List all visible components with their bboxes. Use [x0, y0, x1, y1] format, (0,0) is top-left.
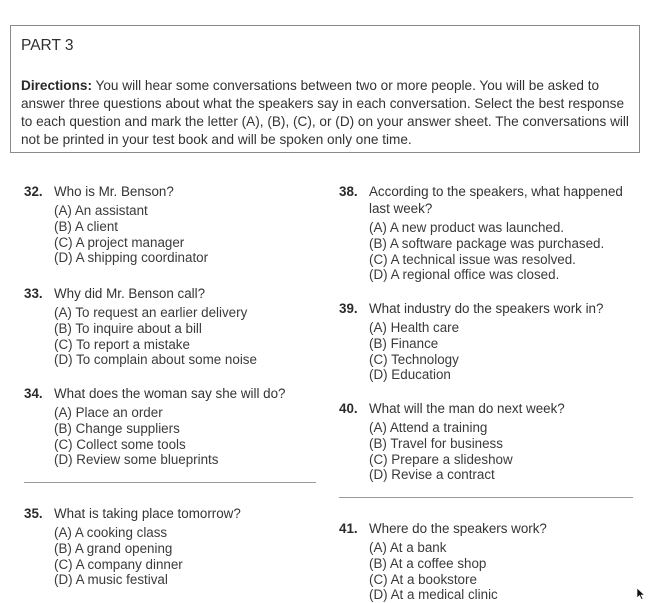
option-c: (C) A technical issue was resolved. — [369, 251, 576, 267]
question-number: 38. — [339, 184, 358, 199]
option-c: (C) Technology — [369, 351, 459, 367]
option-b: (B) To inquire about a bill — [54, 320, 202, 336]
option-d: (D) Review some blueprints — [54, 452, 219, 468]
question-text: According to the speakers, what happened last week? — [369, 184, 623, 216]
option-d: (D) A shipping coordinator — [54, 250, 209, 266]
option-d: (D) A regional office was closed. — [369, 267, 560, 283]
mouse-pointer-icon — [636, 588, 646, 600]
question-35 — [24, 505, 324, 588]
option-a: (A) An assistant — [54, 203, 148, 218]
question-text: What does the woman say she will do? — [54, 386, 286, 401]
question-text: Why did Mr. Benson call? — [54, 286, 206, 301]
option-b: (B) A software package was purchased. — [369, 235, 605, 251]
option-a: (A) Place an order — [54, 405, 163, 420]
option-b: (B) A client — [54, 218, 119, 234]
option-c: (C) A project manager — [54, 234, 185, 250]
question-text: What is taking place tomorrow? — [54, 506, 241, 521]
option-d: (D) Education — [369, 367, 451, 383]
question-33 — [24, 285, 324, 368]
question-number: 41. — [339, 521, 358, 536]
question-text: What will the man do next week? — [369, 401, 565, 416]
directions-box — [10, 25, 640, 153]
question-number: 34. — [24, 386, 43, 401]
option-c: (C) A company dinner — [54, 556, 183, 572]
option-b: (B) Finance — [369, 335, 439, 351]
question-38 — [339, 183, 629, 283]
question-32 — [24, 183, 324, 266]
option-d: (D) At a medical clinic — [369, 587, 498, 603]
question-text: What industry do the speakers work in? — [369, 301, 604, 316]
question-number: 32. — [24, 184, 43, 199]
option-a: (A) To request an earlier delivery — [54, 305, 248, 320]
question-40 — [339, 400, 629, 483]
question-39 — [339, 300, 629, 383]
question-text: Where do the speakers work? — [369, 521, 547, 536]
question-number: 33. — [24, 286, 43, 301]
question-text: Who is Mr. Benson? — [54, 184, 174, 199]
option-a: (A) Attend a training — [369, 420, 488, 435]
question-number: 39. — [339, 301, 358, 316]
part-title: PART 3 — [21, 37, 74, 54]
option-c: (C) Prepare a slideshow — [369, 451, 513, 467]
question-41 — [339, 520, 629, 603]
option-a: (A) A new product was launched. — [369, 220, 565, 235]
option-c: (C) To report a mistake — [54, 336, 190, 352]
directions-label: Directions: — [21, 78, 93, 93]
option-c: (C) At a bookstore — [369, 571, 477, 587]
option-d: (D) Revise a contract — [369, 467, 495, 483]
option-b: (B) Travel for business — [369, 435, 503, 451]
section-divider — [339, 497, 633, 498]
option-b: (B) A grand opening — [54, 540, 173, 556]
directions-text: You will hear some conversations between two or more people. You will be asked to answer three questions about what the speakers say in each conversation. Select the best response to each question and mark the letter (A), (B), (C), or (D) on your answer sheet. The conversations will not be printed in your test book and will be spoken only one time. — [21, 78, 629, 147]
question-number: 35. — [24, 506, 43, 521]
option-a: (A) At a bank — [369, 540, 447, 555]
option-b: (B) At a coffee shop — [369, 555, 487, 571]
directions-paragraph — [21, 77, 631, 149]
option-d: (D) A music festival — [54, 572, 168, 588]
option-d: (D) To complain about some noise — [54, 352, 257, 368]
option-b: (B) Change suppliers — [54, 420, 180, 436]
section-divider — [24, 482, 316, 483]
option-c: (C) Collect some tools — [54, 436, 186, 452]
question-number: 40. — [339, 401, 358, 416]
question-34 — [24, 385, 324, 468]
option-a: (A) Health care — [369, 320, 460, 335]
option-a: (A) A cooking class — [54, 525, 168, 540]
